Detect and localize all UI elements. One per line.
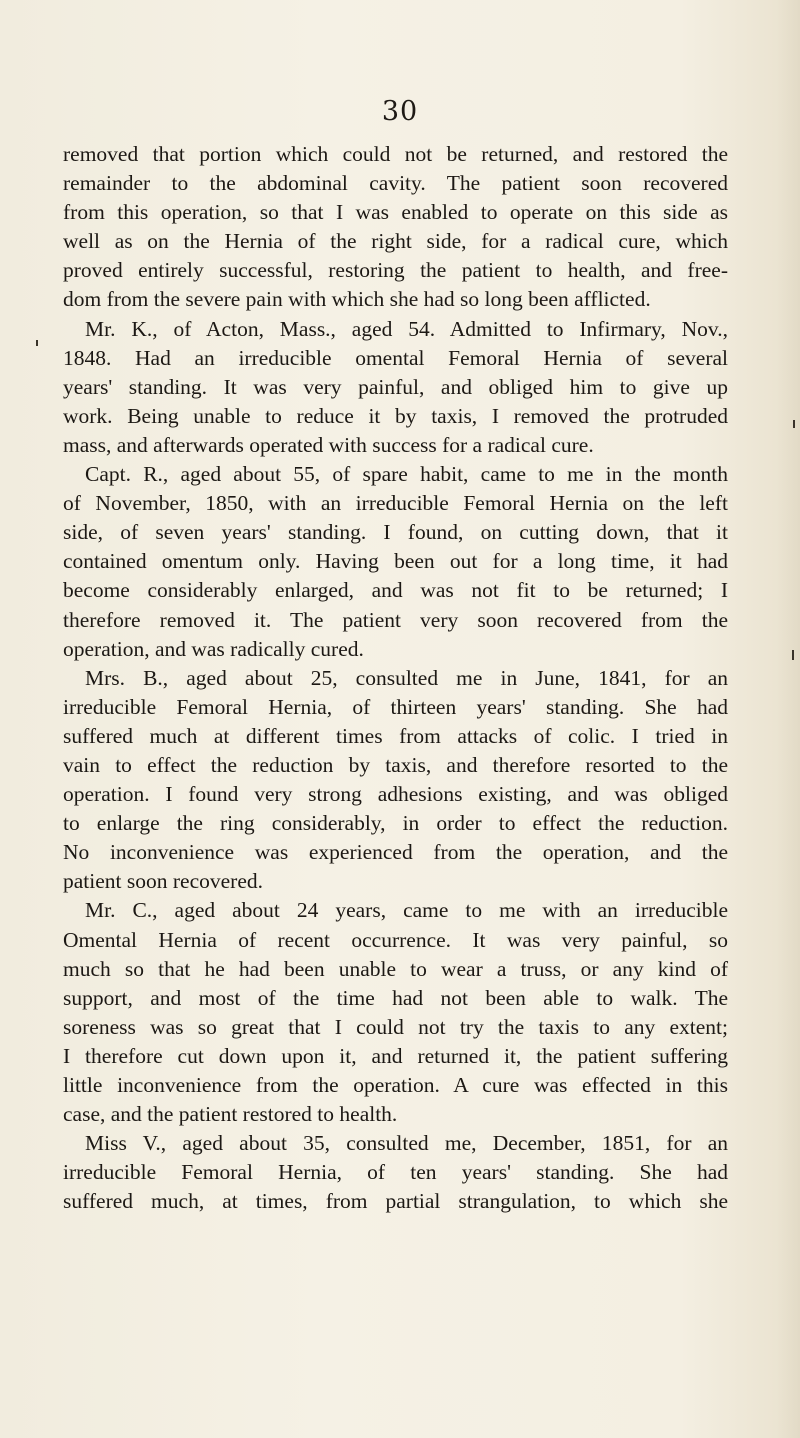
body-text [63, 140, 728, 1216]
page-number: 30 [381, 96, 419, 127]
text-line: case, and the patient restored to health. [63, 1102, 398, 1127]
text-line: dom from the severe pain with which she had so long been afflicted. [63, 287, 651, 312]
text-line: Capt. R., aged about 55, of spare habit, came to me in the month [85, 462, 728, 487]
text-line: No inconvenience was experienced from the operation, and the [63, 840, 728, 865]
text-line: contained omentum only. Having been out for a long time, it had [63, 549, 728, 574]
text-line: proved entirely successful, restoring the patient to health, and free- [63, 258, 728, 283]
text-line: patient soon recovered. [63, 869, 263, 894]
margin-mark [792, 650, 794, 660]
text-line: vain to effect the reduction by taxis, and therefore resorted to the [63, 752, 728, 777]
text-line: removed that portion which could not be returned, and restored the [63, 142, 728, 166]
text-line: remainder to the abdominal cavity. The patient soon recovered [63, 171, 728, 196]
text-line: operation, and was radically cured. [63, 636, 364, 661]
text-line: mass, and afterwards operated with success for a radical cure. [63, 432, 594, 457]
text-line: Mr. K., of Acton, Mass., aged 54. Admitted to Infirmary, Nov., [85, 316, 728, 341]
text-line: become considerably enlarged, and was not fit to be returned; I [63, 578, 728, 603]
text-line: Omental Hernia of recent occurrence. It was very painful, so [63, 927, 728, 952]
text-line: Mr. C., aged about 24 years, came to me with an irreducible [85, 898, 728, 923]
text-line: therefore removed it. The patient very soon recovered from the [63, 607, 728, 632]
text-line: side, of seven years' standing. I found, on cutting down, that it [63, 520, 728, 545]
text-line: support, and most of the time had not been able to walk. The [63, 985, 728, 1010]
text-line: suffered much, at times, from partial strangulation, to which she [63, 1189, 728, 1214]
text-line: irreducible Femoral Hernia, of thirteen years' standing. She had [63, 694, 728, 719]
text-line: operation. I found very strong adhesions existing, and was obliged [63, 782, 728, 807]
text-line: much so that he had been unable to wear a truss, or any kind of [63, 956, 728, 981]
text-line: suffered much at different times from attacks of colic. I tried in [63, 723, 728, 748]
text-line: little inconvenience from the operation. A cure was effected in this [63, 1073, 728, 1097]
text-line: to enlarge the ring considerably, in order to effect the reduction. [63, 811, 728, 836]
text-line: of November, 1850, with an irreducible Femoral Hernia on the left [63, 491, 728, 516]
text-line: Miss V., aged about 35, consulted me, December, 1851, for an [85, 1131, 728, 1156]
text-line: work. Being unable to reduce it by taxis, I removed the protruded [63, 403, 728, 428]
text-line: irreducible Femoral Hernia, of ten years' standing. She had [63, 1160, 728, 1185]
text-line: years' standing. It was very painful, and obliged him to give up [63, 374, 728, 399]
text-line: soreness was so great that I could not try the taxis to any extent; [63, 1014, 728, 1039]
margin-mark [36, 340, 38, 346]
text-line: I therefore cut down upon it, and returned it, the patient suffering [63, 1043, 728, 1068]
text-line: well as on the Hernia of the right side, for a radical cure, which [63, 229, 728, 254]
text-line: from this operation, so that I was enabled to operate on this side as [63, 200, 728, 225]
text-line: 1848. Had an irreducible omental Femoral Hernia of several [63, 345, 728, 370]
margin-mark [793, 420, 795, 428]
text-line: Mrs. B., aged about 25, consulted me in June, 1841, for an [85, 665, 728, 690]
